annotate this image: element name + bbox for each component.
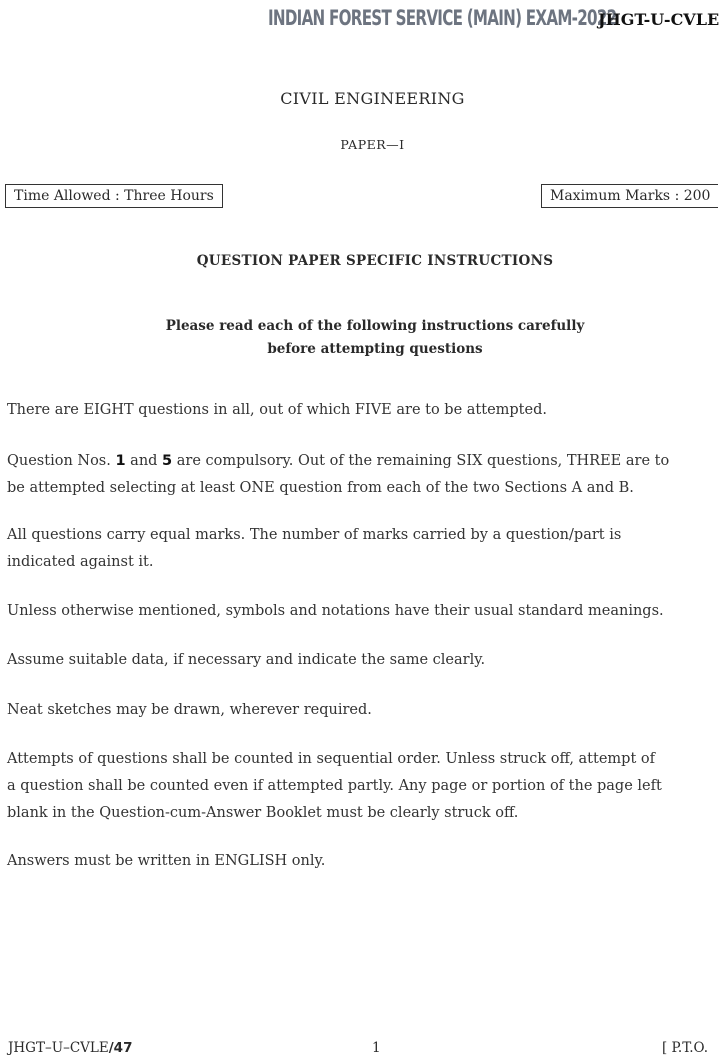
instruction-2-and: and [125, 453, 163, 469]
instruction-7-line1: Attempts of questions shall be counted in sequential order. Unless struck off, attempt of [7, 751, 655, 767]
instruction-2-post: are compulsory. Out of the remaining SIX questions, THREE are to [172, 453, 670, 469]
instruction-3-line2: indicated against it. [7, 554, 154, 570]
footer-code-prefix: JHGT–U–CVLE [8, 1040, 109, 1056]
please-turn-over: [ P.T.O. [662, 1040, 709, 1056]
exam-stamp: INDIAN FOREST SERVICE (MAIN) EXAM-2022 [268, 6, 617, 30]
instruction-8: Answers must be written in ENGLISH only. [7, 853, 326, 869]
instructions-subheading-line2: before attempting questions [267, 341, 483, 357]
instruction-7-line2: a question shall be counted even if attempted partly. Any page or portion of the page left [7, 778, 662, 794]
instruction-3-line1: All questions carry equal marks. The number of marks carried by a question/part is [7, 527, 622, 543]
instruction-4: Unless otherwise mentioned, symbols and notations have their usual standard meanings. [7, 603, 664, 619]
instruction-2-line2: be attempted selecting at least ONE question from each of the two Sections A and B. [7, 480, 634, 496]
instruction-5: Assume suitable data, if necessary and indicate the same clearly. [7, 652, 486, 668]
page-number: 1 [372, 1040, 381, 1056]
instruction-2-pre: Question Nos. [7, 453, 116, 469]
subject-title: CIVIL ENGINEERING [280, 89, 465, 108]
instruction-6: Neat sketches may be drawn, wherever required. [7, 702, 372, 718]
maximum-marks-box: Maximum Marks : 200 [541, 184, 718, 208]
footer-code-suffix: /47 [108, 1040, 133, 1056]
compulsory-q5: 5 [162, 453, 173, 469]
instructions-subheading-line1: Please read each of the following instructions carefully [165, 318, 585, 334]
footer-paper-code [8, 1040, 132, 1056]
instruction-2-line1 [7, 453, 669, 469]
compulsory-q1: 1 [115, 453, 126, 469]
paper-number: PAPER—I [340, 137, 405, 152]
paper-code: JHGT-U-CVLE [598, 10, 720, 29]
instruction-7-line3: blank in the Question-cum-Answer Booklet must be clearly struck off. [7, 805, 519, 821]
time-allowed-box: Time Allowed : Three Hours [5, 184, 223, 208]
instruction-1: There are EIGHT questions in all, out of which FIVE are to be attempted. [7, 402, 547, 418]
instructions-heading: QUESTION PAPER SPECIFIC INSTRUCTIONS [196, 253, 554, 269]
